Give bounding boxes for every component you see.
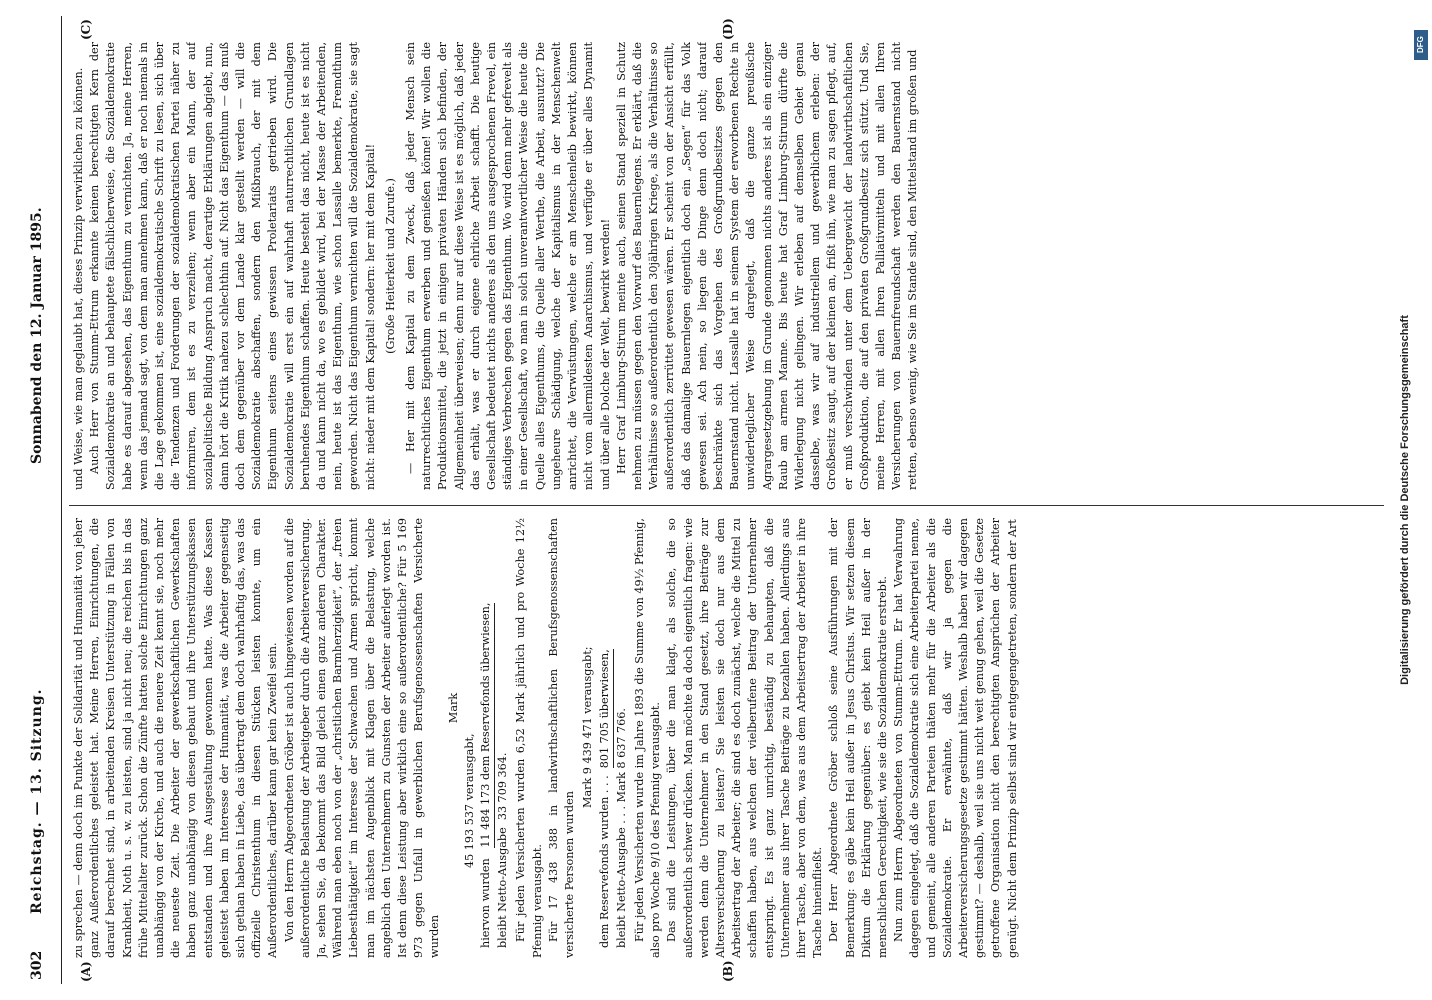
table-row: dem Reservefonds wurden . . . 801 705 überwiesen, <box>597 518 614 958</box>
margin-mark-c: (C) <box>79 19 93 40</box>
table-row <box>495 518 511 958</box>
paragraph: Für 17 438 388 in landwirthschaftlichen Berufsgenossenschaften versicherte Personen wurden <box>546 518 577 958</box>
margin-mark-b: (B) <box>721 960 735 982</box>
paragraph: Für jeden Versicherten wurde im Jahre 1893 die Summe von 49½ Pfennig, also pro Woche 9/10 des Pfennig verausgabt. <box>632 518 663 958</box>
row-label: dem Reservefonds wurden <box>597 796 611 948</box>
paragraph: Herr Graf Limburg-Stirum meinte auch, seinen Stand speziell in Schutz nehmen zu müssen gegen den Vorwurf des Bauernlegens. Er erklärt, daß die Verhältnisse so außerordentlich den 30jährigen Kriege, als die Verhältnisse so außerordentlich zerrüttet gewesen wären. Er scheint von der Ansicht erfüllt, daß das damalige Bauernlegen eigentlich doch ein „Segen“ für das Volk gewesen sei. Ach nein, so liegen die Dinge denn doch nicht; darauf beschränkte sich das Vorgehen des Großgrundbesitzes gegen den Bauernstand nicht. Lassalle hat in seinem System der erworbenen Rechte in unwiderleglicher Weise dargelegt, daß die ganze preußische Agrargesetzgebung im Grunde genommen nichts anderes ist als ein einziger Raub am armen Manne. Bis heute hat Graf Limburg-Stirum dürfte die Widerlegung nicht gelingen. Wir erleben auf demselben Gebiet genau dasselbe, was wir auf industriellem und gewerblichem erleben: der Großbesitz saugt, auf der kleinen an, frißt ihn, wie man zu sagen pflegt, auf, er muß verschwinden unter dem Uebergewicht der landwirthschaftlichen Großproduktion, die auf den privaten Großgrundbesitz sich stützt. Und Sie, meine Herren, mit allen Ihren Palliativmitteln und mit allen Ihren Versicherungen von Bauernfreundschaft werden den Bauernstand nicht retten, ebenso wenig, wie Sie im Stande sind, den Mittelstand im großen und <box>614 42 920 490</box>
margin-mark-d: (D) <box>721 18 735 40</box>
paragraph: Nun zum Herrn Abgeordneten von Stumm-Ettrum. Er hat Verwahrung dagegen eingelegt, daß die Sozialdemokratie sich eine Arbeiterpartei nenne, und gemeint, alle anderen Parteien thäten mehr für die Arbeiter als die Sozialdemokratie. Er erwähnte, daß wir ja gegen die Arbeiterversicherungsgesetze gestimmt hätten. Weshalb haben wir dagegen gestimmt? — deshalb, weil sie uns nicht weit genug gehen, weil die Gesetze getroffene Organisation nicht den berechtigten Ansprüchen der Arbeiter genügt. Nicht dem Prinzip selbst sind wir entgegengetreten, sondern der Art <box>892 518 1019 958</box>
page-header <box>21 16 62 984</box>
paragraph: — Her mit dem Kapital zu dem Zweck, daß jeder Mensch sein naturrechtliches Eigenthum erwerben und genießen könne! Wir wollen die Produktionsmittel, die jetzt in einigen privaten Händen sich befinden, der Allgemeinheit überweisen; denn nur auf diese Weise ist es möglich, daß jeder das erhält, was er durch eigene ehrliche Arbeit schafft. Die heutige Gesellschaft bedeutet nichts anderes als den uns ausgesprochenen Frevel, ein ständiges Verbrechen gegen das Eigenthum. Wo wird denn mehr gefrevelt als in einer Gesellschaft, wo man in solch unverantwortlicher Weise die heute die Quelle alles Eigenthums, die Quelle aller Werthe, die Arbeit, ausnutzt? Die ungeheure Schädigung, welche der Kapitalismus in der Menschenwelt anrichtet, die Verwüstungen, welche er am Menschenleib bewirkt, können nicht vom allermildesten Anarchismus, und verfügte er über alles Dynamit und über alle Dolche der Welt, bewirkt werden! <box>404 42 612 490</box>
table-head: Mark <box>446 692 460 724</box>
row-value: 33 709 364. <box>496 752 510 821</box>
document-page <box>21 16 1411 984</box>
row-label: bleibt Netto-Ausgabe <box>614 827 628 948</box>
paragraph: zu sprechen — denn doch im Punkte der Solidarität und Humanität von jeher ganz Außerordentliches geleistet hat. Meine Herren, Einrichtungen, die darauf berechnet sind, in arbeitenden Kreisen Unterstützung in Fällen von Krankheit, Noth u. s. w. zu leisten, sind ja nicht neu; die reichen bis in das frühe Mittelalter zurück. Schon die Zünfte hatten solche Einrichtungen ganz unabhängig von der Kirche, und auch die neuere Zeit kennt sie, noch mehr die neueste Zeit. Die Arbeiter der gewerkschaftlichen Gewerkschaften haben ganz unabhängig von diesen gebaut und ihre Unterstützungskassen entstanden und ihre Ausgestaltung gewonnen hatte. Was diese Kassen geleistet haben im Interesse der Humanität, was die Arbeiter gegenseitig sich gethan haben in Liebe, das übertragt dem doch wahrhaftig das, was das offizielle Christenthum in diesen Stücken leisten konnte, um ein Außerordentliches, darüber kann gar kein Zweifel sein. <box>72 518 280 958</box>
header-session: Reichstag. — 13. Sitzung. <box>29 688 45 914</box>
column-divider <box>69 505 1384 506</box>
paragraph: Der Herr Abgeordnete Gröber schloß seine Ausführungen mit der Bemerkung: es gäbe kein Heil außer in Jesus Christus. Wir setzen diesem Diktum die Erklärung gegenüber: es giebt kein Heil außer in der menschlichen Gerechtigkeit, wie sie die Sozialdemokratie erstrebt. <box>827 518 889 958</box>
table-agricultural-insurance <box>580 518 630 958</box>
right-column <box>71 42 1381 490</box>
stage-direction: (Große Heiterkeit und Zurufe.) <box>383 178 397 354</box>
paragraph: Auch Herr von Stumm-Ettrum erkannte keinen berechtigten Kern der Sozialdemokratie an und behauptete fälschlicherweise, die Sozialdemokratie habe es darauf abgesehen, das Eigenthum zu vernichten. Ja, meine Herren, wenn das jemand sagt, von dem man annehmen kann, daß er noch niemals in die Lage gekommen ist, eine sozialdemokratische Schrift zu lesen, sich über die Tendenzen und Forderungen der sozialdemokratischen Partei näher zu informiren, dem ist es zu verzeihen; wenn aber ein Mann, der auf sozialpolitische Bildung Anspruch macht, derartige Erklärungen abgiebt, nun, dann hört die Kritik nahezu schlechthin auf. Nicht das Eigenthum — das muß doch dem gegenüber vor dem Lande klar gestellt werden — will die Sozialdemokratie abschaffen, sondern den Mißbrauch, der mit dem Eigenthum seitens eines gewissen Proletariats getrieben wird. Die Sozialdemokratie will erst ein auf wahrhaft naturrechtlichen Grundlagen beruhendes Eigenthum schaffen. Heute besteht das nicht, heute ist es nicht da und kann nicht da, wo es gebildet wird, bei der Masse der Arbeitenden, nein, heute ist das Eigenthum, wie schon Lassalle bemerkte, Fremdthum geworden. Nicht das Eigenthum vernichten will die Sozialdemokratie, sie sagt nicht: nieder mit dem Kapital! sondern: her mit dem Kapital! <box>88 42 377 490</box>
left-column <box>71 518 1381 958</box>
table-accident-insurance <box>446 518 512 958</box>
paragraph: Das sind die Leistungen, über die man klagt, als solche, die so außerordentlich schwer drücken. Man möchte da doch eigentlich fragen: wie werden denn die Unternehmer in den Stand gesetzt, ihre Beiträge zur Altersversicherung zu leisten? Sie leisten sie doch nur aus dem Arbeitsertrag der Arbeiter; die sind es doch zunächst, welche die Mittel zu schaffen haben, aus welchen der vielberufene Beitrag der Unternehmer entspringt. Es ist ganz unrichtig, beständig zu behaupten, daß die Unternehmer aus ihrer Tasche Beiträge zu bezahlen haben. Allerdings aus ihrer Tasche, aber von dem, was aus dem Arbeitsertrag der Arbeiter in ihre Tasche hineinfließt. <box>665 518 825 958</box>
page-number: 302 <box>29 950 45 980</box>
header-date: Sonnabend den 12. Januar 1895. <box>29 207 45 464</box>
row-value: Mark 8 637 766. <box>614 708 628 803</box>
row-value: 11 484 173 dem Reservefonds überwiesen, <box>478 603 495 848</box>
table-row: bleibt Netto-Ausgabe . . . Mark 8 637 766. <box>614 708 628 948</box>
digitization-credit: Digitalisierung gefördert durch die Deutsche Forschungsgemeinschaft <box>1399 315 1411 685</box>
paragraph: und Weise, wie man geglaubt hat, dieses Prinzip verwirklichen zu können. <box>72 67 85 490</box>
row-label: hiervon wurden <box>479 858 493 948</box>
row-label: bleibt Netto-Ausgabe <box>496 827 510 948</box>
table-row <box>478 518 495 958</box>
row-value: 801 705 überwiesen, <box>597 649 614 768</box>
table-row: 45 193 537 verausgabt, <box>462 733 476 868</box>
paragraph: Für jeden Versicherten wurden 6,52 Mark jährlich und pro Woche 12½ Pfennig verausgabt. <box>514 518 544 958</box>
paragraph: Von den Herrn Abgeordneten Gröber ist auch hingewiesen worden auf die außerordentliche Belastung der Arbeitgeber durch die Arbeiterversicherung. Ja, sehen Sie, da bekommt das Bild gleich einen ganz anderen Charakter. Während man eben noch von der „christlichen Barmherzigkeit“, der „freien Liebesthätigkeit“ im Interesse der Schwachen und Armen spricht, kommt man im nächsten Augenblick mit Klagen über die Belastung, welche angeblich den Unternehmern zu Gunsten der Arbeiter auferlegt worden ist. Ist denn diese Leistung aber wirklich eine so außerordentliche? Für 5 169 973 gegen Unfall in gewerblichen Berufsgenossenschaften Versicherte wurden <box>282 518 442 958</box>
table-row: Mark 9 439 471 verausgabt; <box>581 646 595 808</box>
dfg-logo: DFG <box>1414 30 1428 60</box>
margin-mark-a: (A) <box>79 961 93 982</box>
